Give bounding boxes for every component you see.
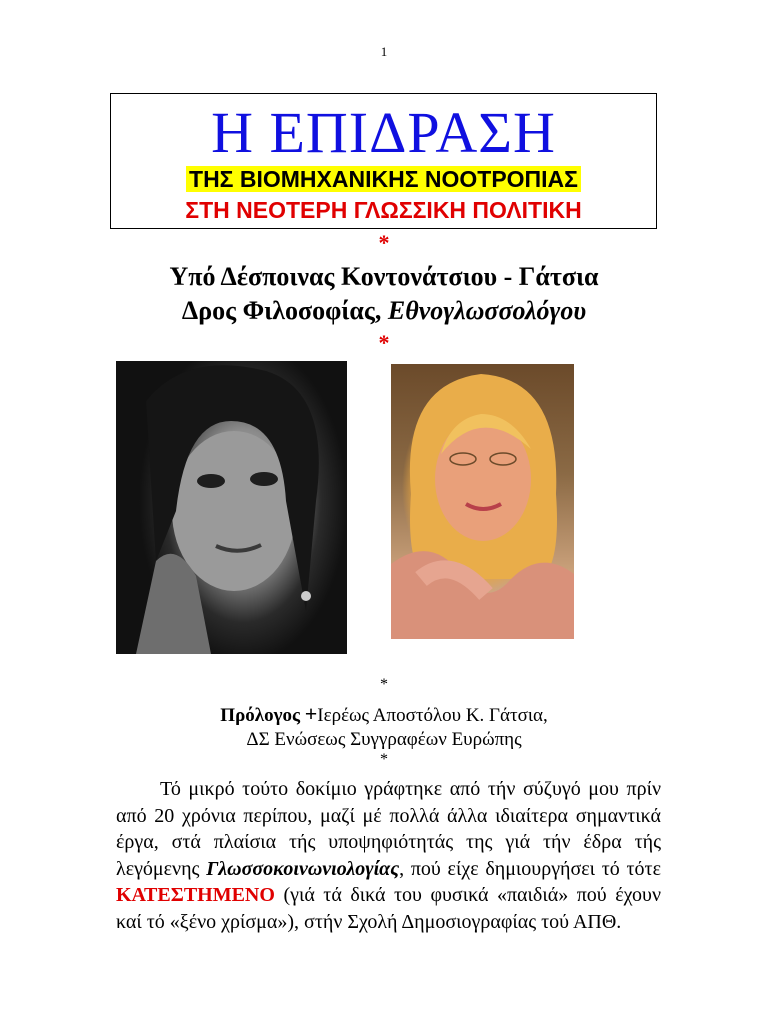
- author-name: Υπό Δέσποινας Κοντονάτσιου - Γάτσια: [169, 262, 599, 291]
- title-box: [110, 93, 657, 229]
- author-specialty: Εθνογλωσσολόγου: [387, 296, 587, 325]
- body-text-part-1: Τό μικρό τούτο δοκίμιο γράφτηκε από τήν σύζυγό μου πρίν από 20 χρόνια περίπου, μαζί μέ πολλά άλλα ιδιαίτερα σημαντικά έργα, στά πλαίσια τής υποψηφιότητάς της γιά τήν έδρα τής λεγόμενης: [116, 778, 661, 880]
- cross-symbol: +: [304, 701, 318, 726]
- prologue-line-2: ΔΣ Ενώσεως Συγγραφέων Ευρώπης: [246, 729, 522, 750]
- prologue-star: *: [380, 676, 388, 693]
- body-italic-term: Γλωσσοκοινωνιολογίας: [206, 857, 400, 880]
- author-photo-bw: [116, 361, 347, 654]
- prologue-line-1: [0, 701, 768, 728]
- body-red-term: ΚΑΤΕΣΤΗΜΕΝΟ: [116, 884, 275, 906]
- portrait-bw-illustration: [116, 361, 347, 654]
- prologue-author: Ιερέως Αποστόλου Κ. Γάτσια,: [317, 705, 548, 726]
- separator-star: *: [378, 230, 390, 255]
- prologue-label: Πρόλογος: [220, 705, 300, 726]
- page-title: Η ΕΠΙΔΡΑΣΗ: [211, 100, 556, 165]
- subtitle-row: [111, 166, 656, 192]
- body-text-part-2: , πού είχε δημιουργήσει τό τότε: [399, 857, 661, 880]
- separator-star-2: *: [378, 330, 390, 355]
- author-title: Δρος Φιλοσοφίας,: [181, 296, 388, 325]
- author-credentials: [0, 296, 768, 326]
- author-photo-color: [391, 364, 574, 639]
- subtitle-red: ΣΤΗ ΝΕΟΤΕΡΗ ΓΛΩΣΣΙΚΗ ΠΟΛΙΤΙΚΗ: [185, 197, 582, 223]
- body-paragraph: [116, 776, 661, 935]
- portrait-color-illustration: [391, 364, 574, 639]
- subtitle-highlighted: ΤΗΣ ΒΙΟΜΗΧΑΝΙΚΗΣ ΝΟΟΤΡΟΠΙΑΣ: [186, 166, 581, 192]
- body-text-part-3: (γιά τά δικά του φυσικά «παιδιά» πού έχουν καί τό «ξένο χρίσμα»), στήν Σχολή Δημοσιογραφίας τού ΑΠΘ.: [116, 884, 661, 933]
- prologue-star-2: *: [380, 751, 388, 768]
- page-number: 1: [380, 44, 388, 59]
